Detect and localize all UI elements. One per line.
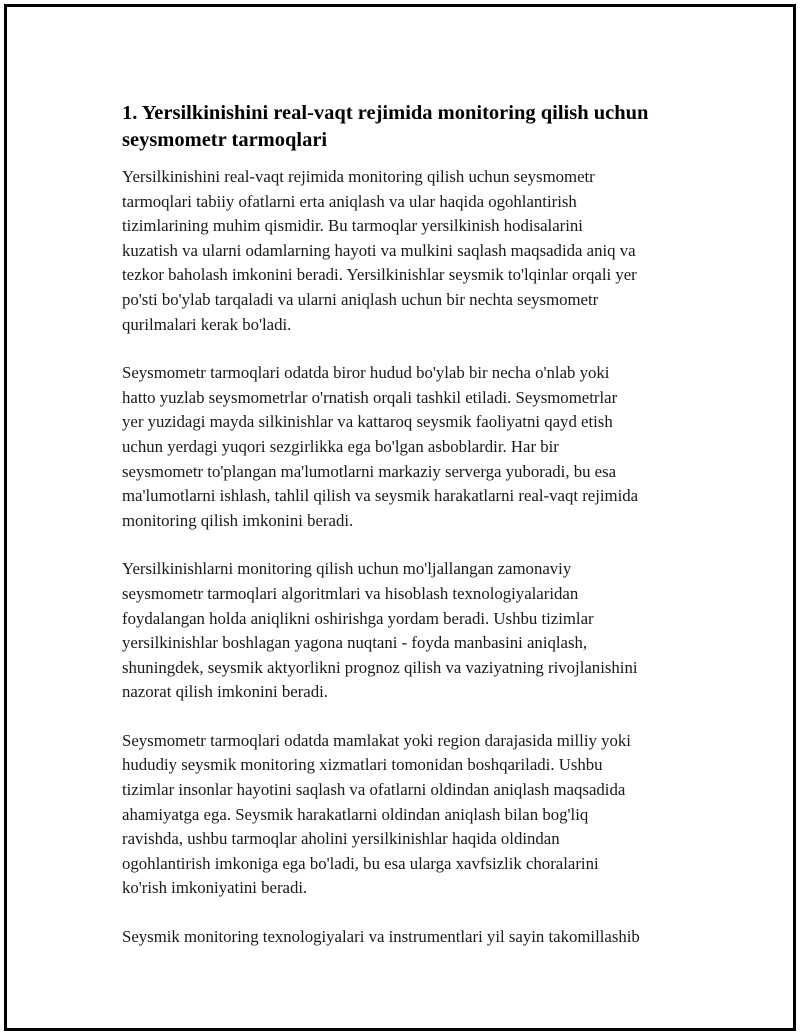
text-line: seysmometr to'plangan ma'lumotlarni markaziy serverga yuboradi, bu esa	[122, 461, 617, 481]
text-line: shuningdek, seysmik aktyorlikni prognoz qilish va vaziyatning rivojlanishini	[122, 657, 638, 677]
text-line: hatto yuzlab seysmometrlar o'rnatish orqali tashkil etiladi. Seysmometrlar	[122, 387, 618, 407]
text-line: ma'lumotlarni ishlash, tahlil qilish va seysmik harakatlarni real-vaqt rejimida	[122, 486, 639, 506]
text-line: ogohlantirish imkoniga ega bo'ladi, bu esa ularga xavfsizlik choralarini	[122, 853, 599, 873]
paragraph	[122, 165, 697, 337]
text-line: nazorat qilish imkonini beradi.	[122, 682, 328, 702]
section-heading	[122, 100, 697, 154]
paragraph	[122, 557, 697, 705]
paragraph	[122, 361, 697, 533]
text-line: foydalangan holda aniqlikni oshirishga yordam beradi. Ushbu tizimlar	[122, 608, 594, 628]
text-line: Seysmometr tarmoqlari odatda biror hudud bo'ylab bir necha o'nlab yoki	[122, 363, 610, 383]
text-line: Yersilkinishlarni monitoring qilish uchun mo'ljallangan zamonaviy	[122, 559, 572, 579]
text-line: po'sti bo'ylab tarqaladi va ularni aniqlash uchun bir nechta seysmometr	[122, 289, 599, 309]
text-line: ahamiyatga ega. Seysmik harakatlarni oldindan aniqlash bilan bog'liq	[122, 804, 589, 824]
paragraph	[122, 925, 697, 950]
document-body	[122, 100, 697, 950]
text-line: tizimlar insonlar hayotini saqlash va ofatlarni oldindan aniqlash maqsadida	[122, 780, 626, 800]
text-line: monitoring qilish imkonini beradi.	[122, 510, 354, 530]
page-frame	[4, 4, 796, 1031]
text-line: kuzatish va ularni odamlarning hayoti va mulkini saqlash maqsadida aniq va	[122, 240, 636, 260]
text-line: ravishda, ushbu tarmoqlar aholini yersilkinishlar haqida oldindan	[122, 829, 560, 849]
text-line: yersilkinishlar boshlagan yagona nuqtani - foyda manbasini aniqlash,	[122, 633, 588, 653]
text-line: ko'rish imkoniyatini beradi.	[122, 878, 308, 898]
text-line: qurilmalari kerak bo'ladi.	[122, 314, 292, 334]
text-line: uchun yerdagi yuqori sezgirlikka ega bo'lgan asboblardir. Har bir	[122, 436, 559, 456]
text-line: tarmoqlari tabiiy ofatlarni erta aniqlash va ular haqida ogohlantirish	[122, 191, 577, 211]
text-line: hududiy seysmik monitoring xizmatlari tomonidan boshqariladi. Ushbu	[122, 755, 603, 775]
text-line: tizimlarining muhim qismidir. Bu tarmoqlar yersilkinish hodisalarini	[122, 216, 583, 236]
text-line: Yersilkinishini real-vaqt rejimida monitoring qilish uchun seysmometr	[122, 167, 595, 186]
text-line: seysmometr tarmoqlari algoritmlari va hisoblash texnologiyalaridan	[122, 583, 579, 603]
heading-line: seysmometr tarmoqlari	[122, 129, 328, 151]
text-line: yer yuzidagi mayda silkinishlar va kattaroq seysmik faoliyatni qayd etish	[122, 412, 613, 432]
text-line: Seysmometr tarmoqlari odatda mamlakat yoki region darajasida milliy yoki	[122, 730, 631, 750]
text-line: tezkor baholash imkonini beradi. Yersilkinishlar seysmik to'lqinlar orqali yer	[122, 265, 637, 285]
paragraph	[122, 729, 697, 901]
heading-line: 1. Yersilkinishini real-vaqt rejimida monitoring qilish uchun	[122, 102, 649, 124]
text-line: Seysmik monitoring texnologiyalari va instrumentlari yil sayin takomillashib	[122, 927, 640, 947]
